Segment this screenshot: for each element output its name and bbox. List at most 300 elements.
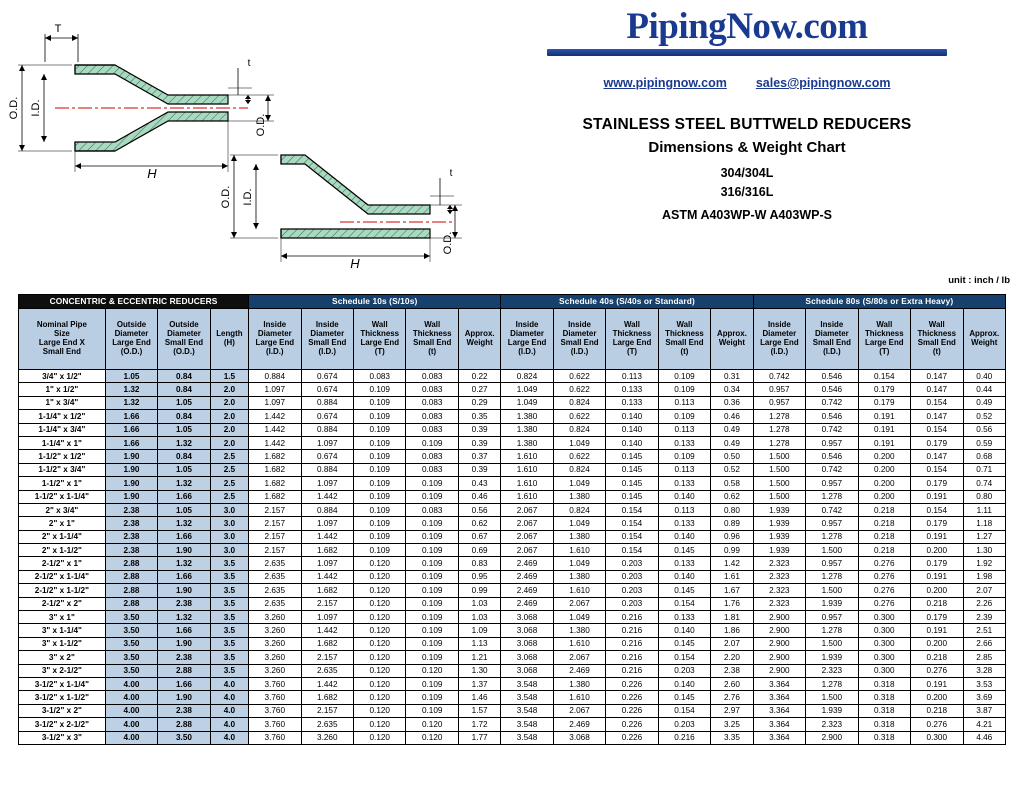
table-cell: 0.884 bbox=[249, 370, 301, 383]
table-cell: 1.097 bbox=[301, 557, 353, 570]
column-header-line: Diameter bbox=[167, 329, 201, 339]
table-cell: 3.260 bbox=[249, 624, 301, 637]
table-cell: 0.083 bbox=[406, 423, 458, 436]
table-cell: 0.71 bbox=[963, 463, 1006, 476]
table-cell: 3.87 bbox=[963, 704, 1006, 717]
table-cell: 1.30 bbox=[963, 544, 1006, 557]
table-cell: 0.191 bbox=[858, 423, 910, 436]
table-cell: 1.27 bbox=[963, 530, 1006, 543]
column-header-9 bbox=[501, 309, 553, 370]
table-cell: 1.442 bbox=[249, 423, 301, 436]
column-header-line: Approx. bbox=[717, 329, 747, 339]
table-cell: 0.226 bbox=[606, 677, 658, 690]
table-cell: 2.900 bbox=[753, 611, 805, 624]
column-header-line: Thickness bbox=[665, 329, 704, 339]
table-cell: 2.157 bbox=[249, 517, 301, 530]
table-cell: 1.90 bbox=[105, 477, 157, 490]
column-header-line: (T) bbox=[626, 346, 638, 356]
table-cell: 0.884 bbox=[301, 503, 353, 516]
table-cell: 0.109 bbox=[406, 530, 458, 543]
table-cell: 2.635 bbox=[249, 570, 301, 583]
table-cell: 3.364 bbox=[753, 731, 805, 744]
table-cell: 1.05 bbox=[158, 396, 210, 409]
table-cell: 1.939 bbox=[806, 651, 858, 664]
table-cell: 0.179 bbox=[911, 611, 963, 624]
table-cell: 1.32 bbox=[158, 557, 210, 570]
table-cell: 0.218 bbox=[858, 503, 910, 516]
table-cell: 0.133 bbox=[658, 611, 710, 624]
table-cell: 3.25 bbox=[711, 718, 753, 731]
table-cell: 0.113 bbox=[658, 423, 710, 436]
table-cell: 1.21 bbox=[458, 651, 500, 664]
table-cell: 0.742 bbox=[806, 423, 858, 436]
table-cell: 0.74 bbox=[963, 477, 1006, 490]
column-header-7 bbox=[406, 309, 458, 370]
table-cell: 2.38 bbox=[158, 651, 210, 664]
table-cell: 0.120 bbox=[354, 664, 406, 677]
table-cell: 1.278 bbox=[806, 570, 858, 583]
material-grade-316: 316/316L bbox=[720, 184, 774, 199]
column-header-line: Large End bbox=[760, 338, 799, 347]
table-row bbox=[19, 370, 1006, 383]
table-cell: 3" x 1" bbox=[19, 611, 106, 624]
table-row bbox=[19, 450, 1006, 463]
column-header-11 bbox=[606, 309, 658, 370]
table-cell: 1-1/2" x 1" bbox=[19, 477, 106, 490]
table-cell: 0.109 bbox=[658, 370, 710, 383]
table-cell: 0.113 bbox=[658, 503, 710, 516]
table-cell: 0.120 bbox=[406, 718, 458, 731]
table-cell: 1.77 bbox=[458, 731, 500, 744]
table-cell: 1.86 bbox=[711, 624, 753, 637]
table-cell: 3.260 bbox=[249, 637, 301, 650]
table-cell: 1.442 bbox=[301, 530, 353, 543]
table-cell: 0.191 bbox=[911, 570, 963, 583]
table-cell: 3-1/2" x 1-1/2" bbox=[19, 691, 106, 704]
table-cell: 1.278 bbox=[753, 436, 805, 449]
svg-text:I.D.: I.D. bbox=[242, 188, 254, 206]
table-cell: 0.083 bbox=[406, 396, 458, 409]
table-cell: 0.218 bbox=[858, 544, 910, 557]
table-cell: 1.939 bbox=[753, 530, 805, 543]
table-cell: 0.276 bbox=[858, 557, 910, 570]
table-cell: 0.84 bbox=[158, 410, 210, 423]
table-cell: 0.957 bbox=[806, 477, 858, 490]
table-cell: 1.90 bbox=[105, 463, 157, 476]
table-cell: 1-1/4" x 1/2" bbox=[19, 410, 106, 423]
table-cell: 0.22 bbox=[458, 370, 500, 383]
column-header-line: (I.D.) bbox=[266, 346, 284, 356]
table-cell: 1.682 bbox=[301, 544, 353, 557]
table-cell: 2.323 bbox=[753, 557, 805, 570]
table-cell: 1.278 bbox=[806, 530, 858, 543]
table-cell: 0.84 bbox=[158, 370, 210, 383]
table-cell: 0.546 bbox=[806, 383, 858, 396]
table-cell: 3.760 bbox=[249, 704, 301, 717]
column-header-line: Small End bbox=[42, 346, 81, 356]
table-cell: 1.097 bbox=[301, 477, 353, 490]
table-cell: 0.120 bbox=[354, 584, 406, 597]
table-cell: 0.191 bbox=[911, 490, 963, 503]
table-cell: 1.500 bbox=[806, 544, 858, 557]
table-row bbox=[19, 731, 1006, 744]
table-cell: 2.323 bbox=[806, 664, 858, 677]
table-cell: 1.442 bbox=[301, 677, 353, 690]
table-cell: 3-1/2" x 3" bbox=[19, 731, 106, 744]
table-cell: 0.120 bbox=[354, 570, 406, 583]
table-cell: 2.900 bbox=[753, 651, 805, 664]
table-cell: 0.56 bbox=[458, 503, 500, 516]
table-row bbox=[19, 651, 1006, 664]
table-cell: 0.200 bbox=[911, 584, 963, 597]
table-cell: 2.51 bbox=[963, 624, 1006, 637]
table-row bbox=[19, 691, 1006, 704]
table-cell: 0.140 bbox=[658, 570, 710, 583]
table-cell: 4.00 bbox=[105, 731, 157, 744]
column-header-line: Wall bbox=[676, 320, 693, 330]
table-cell: 0.203 bbox=[658, 664, 710, 677]
table-cell: 0.216 bbox=[658, 731, 710, 744]
table-cell: 1.442 bbox=[249, 436, 301, 449]
column-header-line: (T) bbox=[879, 346, 890, 356]
table-cell: 3.364 bbox=[753, 704, 805, 717]
table-cell: 2.900 bbox=[753, 637, 805, 650]
table-cell: 0.674 bbox=[301, 410, 353, 423]
table-cell: 2" x 1" bbox=[19, 517, 106, 530]
table-cell: 4.21 bbox=[963, 718, 1006, 731]
table-cell: 3.364 bbox=[753, 677, 805, 690]
table-cell: 2.635 bbox=[249, 557, 301, 570]
table-cell: 0.109 bbox=[406, 584, 458, 597]
table-cell: 0.216 bbox=[606, 651, 658, 664]
column-header-3 bbox=[210, 309, 248, 370]
table-cell: 3.260 bbox=[249, 651, 301, 664]
diagram-svg bbox=[0, 0, 470, 290]
table-cell: 3.364 bbox=[753, 718, 805, 731]
table-cell: 2.38 bbox=[105, 503, 157, 516]
table-cell: 0.203 bbox=[606, 597, 658, 610]
reducer-diagrams bbox=[0, 0, 470, 290]
table-cell: 0.742 bbox=[806, 503, 858, 516]
column-header-line: Wall bbox=[371, 320, 388, 330]
table-cell: 0.300 bbox=[858, 651, 910, 664]
column-header-line: Small End bbox=[164, 338, 204, 347]
table-cell: 0.276 bbox=[911, 664, 963, 677]
column-header-line: (I.D.) bbox=[770, 346, 789, 356]
table-cell: 2.0 bbox=[210, 423, 248, 436]
table-cell: 0.083 bbox=[406, 410, 458, 423]
table-cell: 0.120 bbox=[354, 651, 406, 664]
table-cell: 0.318 bbox=[858, 718, 910, 731]
table-cell: 1.939 bbox=[753, 517, 805, 530]
table-cell: 2.39 bbox=[963, 611, 1006, 624]
table-cell: 0.43 bbox=[458, 477, 500, 490]
table-cell: 3.068 bbox=[501, 624, 553, 637]
table-cell: 0.40 bbox=[963, 370, 1006, 383]
table-cell: 0.67 bbox=[458, 530, 500, 543]
svg-text:H: H bbox=[147, 166, 157, 181]
table-cell: 0.145 bbox=[606, 463, 658, 476]
table-cell: 4.00 bbox=[105, 718, 157, 731]
table-cell: 2.323 bbox=[806, 718, 858, 731]
table-cell: 1.92 bbox=[963, 557, 1006, 570]
table-cell: 0.49 bbox=[711, 423, 753, 436]
table-cell: 0.89 bbox=[711, 517, 753, 530]
table-cell: 1-1/2" x 3/4" bbox=[19, 463, 106, 476]
table-cell: 2.469 bbox=[553, 664, 605, 677]
table-cell: 0.622 bbox=[553, 383, 605, 396]
table-cell: 0.318 bbox=[858, 677, 910, 690]
table-cell: 1.682 bbox=[249, 477, 301, 490]
table-cell: 3.5 bbox=[210, 570, 248, 583]
table-cell: 3-1/2" x 2" bbox=[19, 704, 106, 717]
column-header-line: Inside bbox=[568, 320, 591, 330]
table-cell: 0.109 bbox=[354, 423, 406, 436]
table-cell: 2-1/2" x 1-1/4" bbox=[19, 570, 106, 583]
table-cell: 0.276 bbox=[858, 570, 910, 583]
table-cell: 1.939 bbox=[753, 503, 805, 516]
table-row bbox=[19, 704, 1006, 717]
table-cell: 3.5 bbox=[210, 611, 248, 624]
table-cell: 3.69 bbox=[963, 691, 1006, 704]
column-header-line: Approx. bbox=[464, 329, 495, 339]
table-cell: 1.278 bbox=[806, 624, 858, 637]
table-cell: 1.610 bbox=[553, 691, 605, 704]
column-header-line: Diameter bbox=[562, 329, 597, 339]
table-cell: 0.083 bbox=[406, 383, 458, 396]
table-cell: 2.067 bbox=[553, 651, 605, 664]
table-cell: 0.109 bbox=[354, 503, 406, 516]
table-cell: 0.276 bbox=[858, 597, 910, 610]
table-cell: 2.85 bbox=[963, 651, 1006, 664]
column-header-line: Large End bbox=[865, 338, 904, 347]
table-cell: 2.07 bbox=[711, 637, 753, 650]
table-cell: 1.18 bbox=[963, 517, 1006, 530]
svg-text:T: T bbox=[54, 23, 62, 35]
email-link[interactable]: sales@pipingnow.com bbox=[755, 75, 891, 90]
table-cell: 0.674 bbox=[301, 370, 353, 383]
column-header-line: Diameter bbox=[257, 329, 292, 339]
table-cell: 2.469 bbox=[553, 718, 605, 731]
table-cell: 0.120 bbox=[354, 731, 406, 744]
table-row bbox=[19, 677, 1006, 690]
table-cell: 2" x 1-1/4" bbox=[19, 530, 106, 543]
table-cell: 3-1/2" x 1-1/4" bbox=[19, 677, 106, 690]
table-cell: 0.56 bbox=[963, 423, 1006, 436]
table-cell: 0.147 bbox=[911, 450, 963, 463]
table-cell: 1.61 bbox=[711, 570, 753, 583]
table-cell: 2.5 bbox=[210, 463, 248, 476]
table-cell: 3.068 bbox=[501, 611, 553, 624]
table-cell: 2.38 bbox=[711, 664, 753, 677]
table-cell: 1.380 bbox=[501, 410, 553, 423]
brand-underline bbox=[547, 49, 947, 56]
table-cell: 2.20 bbox=[711, 651, 753, 664]
table-cell: 0.109 bbox=[658, 410, 710, 423]
svg-text:t: t bbox=[449, 168, 453, 179]
table-cell: 1.097 bbox=[301, 611, 353, 624]
website-link[interactable]: www.pipingnow.com bbox=[603, 75, 727, 90]
column-header-6 bbox=[354, 309, 406, 370]
table-cell: 0.203 bbox=[606, 584, 658, 597]
table-cell: 1.097 bbox=[301, 517, 353, 530]
table-cell: 1.278 bbox=[753, 423, 805, 436]
table-cell: 0.218 bbox=[911, 651, 963, 664]
table-cell: 2.26 bbox=[963, 597, 1006, 610]
table-cell: 4.0 bbox=[210, 677, 248, 690]
table-cell: 0.218 bbox=[858, 517, 910, 530]
table-cell: 1.05 bbox=[158, 463, 210, 476]
table-cell: 1.278 bbox=[806, 490, 858, 503]
table-cell: 1.380 bbox=[553, 490, 605, 503]
brand-title: PipingNow.com bbox=[626, 6, 868, 47]
table-row bbox=[19, 557, 1006, 570]
table-cell: 0.218 bbox=[911, 597, 963, 610]
table-cell: 3.548 bbox=[501, 677, 553, 690]
table-head bbox=[19, 295, 1006, 370]
table-cell: 0.191 bbox=[858, 436, 910, 449]
table-cell: 3.5 bbox=[210, 651, 248, 664]
column-header-line: Inside bbox=[767, 320, 791, 330]
table-cell: 1.32 bbox=[158, 611, 210, 624]
table-cell: 0.200 bbox=[911, 637, 963, 650]
table-cell: 1.37 bbox=[458, 677, 500, 690]
table-cell: 0.133 bbox=[606, 383, 658, 396]
table-cell: 1.049 bbox=[553, 611, 605, 624]
table-cell: 2.38 bbox=[105, 530, 157, 543]
table-cell: 0.140 bbox=[658, 490, 710, 503]
table-cell: 1.500 bbox=[753, 477, 805, 490]
column-header-line: Diameter bbox=[510, 329, 544, 339]
column-header-12 bbox=[658, 309, 710, 370]
table-cell: 0.957 bbox=[806, 517, 858, 530]
column-header-10 bbox=[553, 309, 605, 370]
table-cell: 0.39 bbox=[458, 436, 500, 449]
table-cell: 2.07 bbox=[963, 584, 1006, 597]
table-cell: 0.120 bbox=[354, 691, 406, 704]
table-cell: 3" x 2" bbox=[19, 651, 106, 664]
table-cell: 0.109 bbox=[406, 637, 458, 650]
table-cell: 0.154 bbox=[658, 704, 710, 717]
table-cell: 0.49 bbox=[711, 436, 753, 449]
eccentric-reducer-drawing bbox=[220, 155, 462, 271]
table-cell: 1-1/2" x 1-1/4" bbox=[19, 490, 106, 503]
table-cell: 0.140 bbox=[658, 530, 710, 543]
table-cell: 0.133 bbox=[658, 477, 710, 490]
table-cell: 1.278 bbox=[753, 410, 805, 423]
table-cell: 1.90 bbox=[105, 450, 157, 463]
table-cell: 3.50 bbox=[105, 624, 157, 637]
column-header-line: Thickness bbox=[612, 329, 652, 339]
table-cell: 0.674 bbox=[301, 383, 353, 396]
table-cell: 4.0 bbox=[210, 704, 248, 717]
table-row bbox=[19, 544, 1006, 557]
table-cell: 0.133 bbox=[658, 517, 710, 530]
table-cell: 3-1/2" x 2-1/2" bbox=[19, 718, 106, 731]
group-header-sch10s: Schedule 10s (S/10s) bbox=[249, 295, 501, 309]
table-cell: 3.0 bbox=[210, 530, 248, 543]
table-cell: 1.500 bbox=[753, 450, 805, 463]
table-cell: 3.5 bbox=[210, 624, 248, 637]
column-header-line: Large End bbox=[360, 338, 400, 347]
dimensions-table bbox=[18, 294, 1006, 745]
table-cell: 2.469 bbox=[501, 584, 553, 597]
table-cell: 2.157 bbox=[301, 651, 353, 664]
table-cell: 0.154 bbox=[911, 463, 963, 476]
table-cell: 0.191 bbox=[911, 624, 963, 637]
table-cell: 0.133 bbox=[658, 436, 710, 449]
table-cell: 0.109 bbox=[354, 450, 406, 463]
table-cell: 0.147 bbox=[911, 370, 963, 383]
table-cell: 1.682 bbox=[249, 490, 301, 503]
table-cell: 0.200 bbox=[858, 450, 910, 463]
table-cell: 0.179 bbox=[911, 477, 963, 490]
table-cell: 1.66 bbox=[158, 490, 210, 503]
column-header-17 bbox=[911, 309, 963, 370]
svg-text:O.D.: O.D. bbox=[442, 231, 454, 255]
table-cell: 0.109 bbox=[354, 396, 406, 409]
table-cell: 1.81 bbox=[711, 611, 753, 624]
table-cell: 1.380 bbox=[501, 423, 553, 436]
table-cell: 1.66 bbox=[158, 530, 210, 543]
table-cell: 0.154 bbox=[606, 544, 658, 557]
table-row bbox=[19, 490, 1006, 503]
table-cell: 2.635 bbox=[301, 664, 353, 677]
table-cell: 0.957 bbox=[753, 383, 805, 396]
table-cell: 2.157 bbox=[301, 597, 353, 610]
table-cell: 3.5 bbox=[210, 557, 248, 570]
column-header-line: Inside bbox=[515, 320, 539, 330]
table-cell: 1.72 bbox=[458, 718, 500, 731]
table-cell: 0.68 bbox=[963, 450, 1006, 463]
table-cell: 3.068 bbox=[501, 664, 553, 677]
table-cell: 1.610 bbox=[553, 544, 605, 557]
table-cell: 0.216 bbox=[606, 624, 658, 637]
table-cell: 0.154 bbox=[606, 503, 658, 516]
table-cell: 2" x 3/4" bbox=[19, 503, 106, 516]
table-cell: 3.50 bbox=[105, 611, 157, 624]
table-cell: 1.380 bbox=[553, 624, 605, 637]
table-cell: 0.109 bbox=[406, 651, 458, 664]
table-cell: 0.203 bbox=[658, 718, 710, 731]
group-header-sch80s: Schedule 80s (S/80s or Extra Heavy) bbox=[753, 295, 1005, 309]
table-cell: 0.120 bbox=[354, 624, 406, 637]
column-header-line: Diameter bbox=[114, 329, 149, 339]
table-cell: 3" x 2-1/2" bbox=[19, 664, 106, 677]
table-cell: 0.276 bbox=[858, 584, 910, 597]
column-header-4 bbox=[249, 309, 301, 370]
table-cell: 0.84 bbox=[158, 450, 210, 463]
table-cell: 1.32 bbox=[105, 396, 157, 409]
table-cell: 4.0 bbox=[210, 731, 248, 744]
column-header-line: Thickness bbox=[864, 329, 904, 339]
table-cell: 0.83 bbox=[458, 557, 500, 570]
table-cell: 3.0 bbox=[210, 503, 248, 516]
table-cell: 3.5 bbox=[210, 584, 248, 597]
table-cell: 0.083 bbox=[406, 503, 458, 516]
table-cell: 3.760 bbox=[249, 677, 301, 690]
table-cell: 0.546 bbox=[806, 370, 858, 383]
table-cell: 1" x 3/4" bbox=[19, 396, 106, 409]
table-cell: 1.90 bbox=[158, 584, 210, 597]
table-row bbox=[19, 436, 1006, 449]
table-cell: 3.548 bbox=[501, 691, 553, 704]
table-cell: 2.067 bbox=[501, 530, 553, 543]
table-row bbox=[19, 584, 1006, 597]
table-cell: 2.900 bbox=[806, 731, 858, 744]
table-cell: 2.469 bbox=[501, 557, 553, 570]
table-cell: 1.03 bbox=[458, 597, 500, 610]
